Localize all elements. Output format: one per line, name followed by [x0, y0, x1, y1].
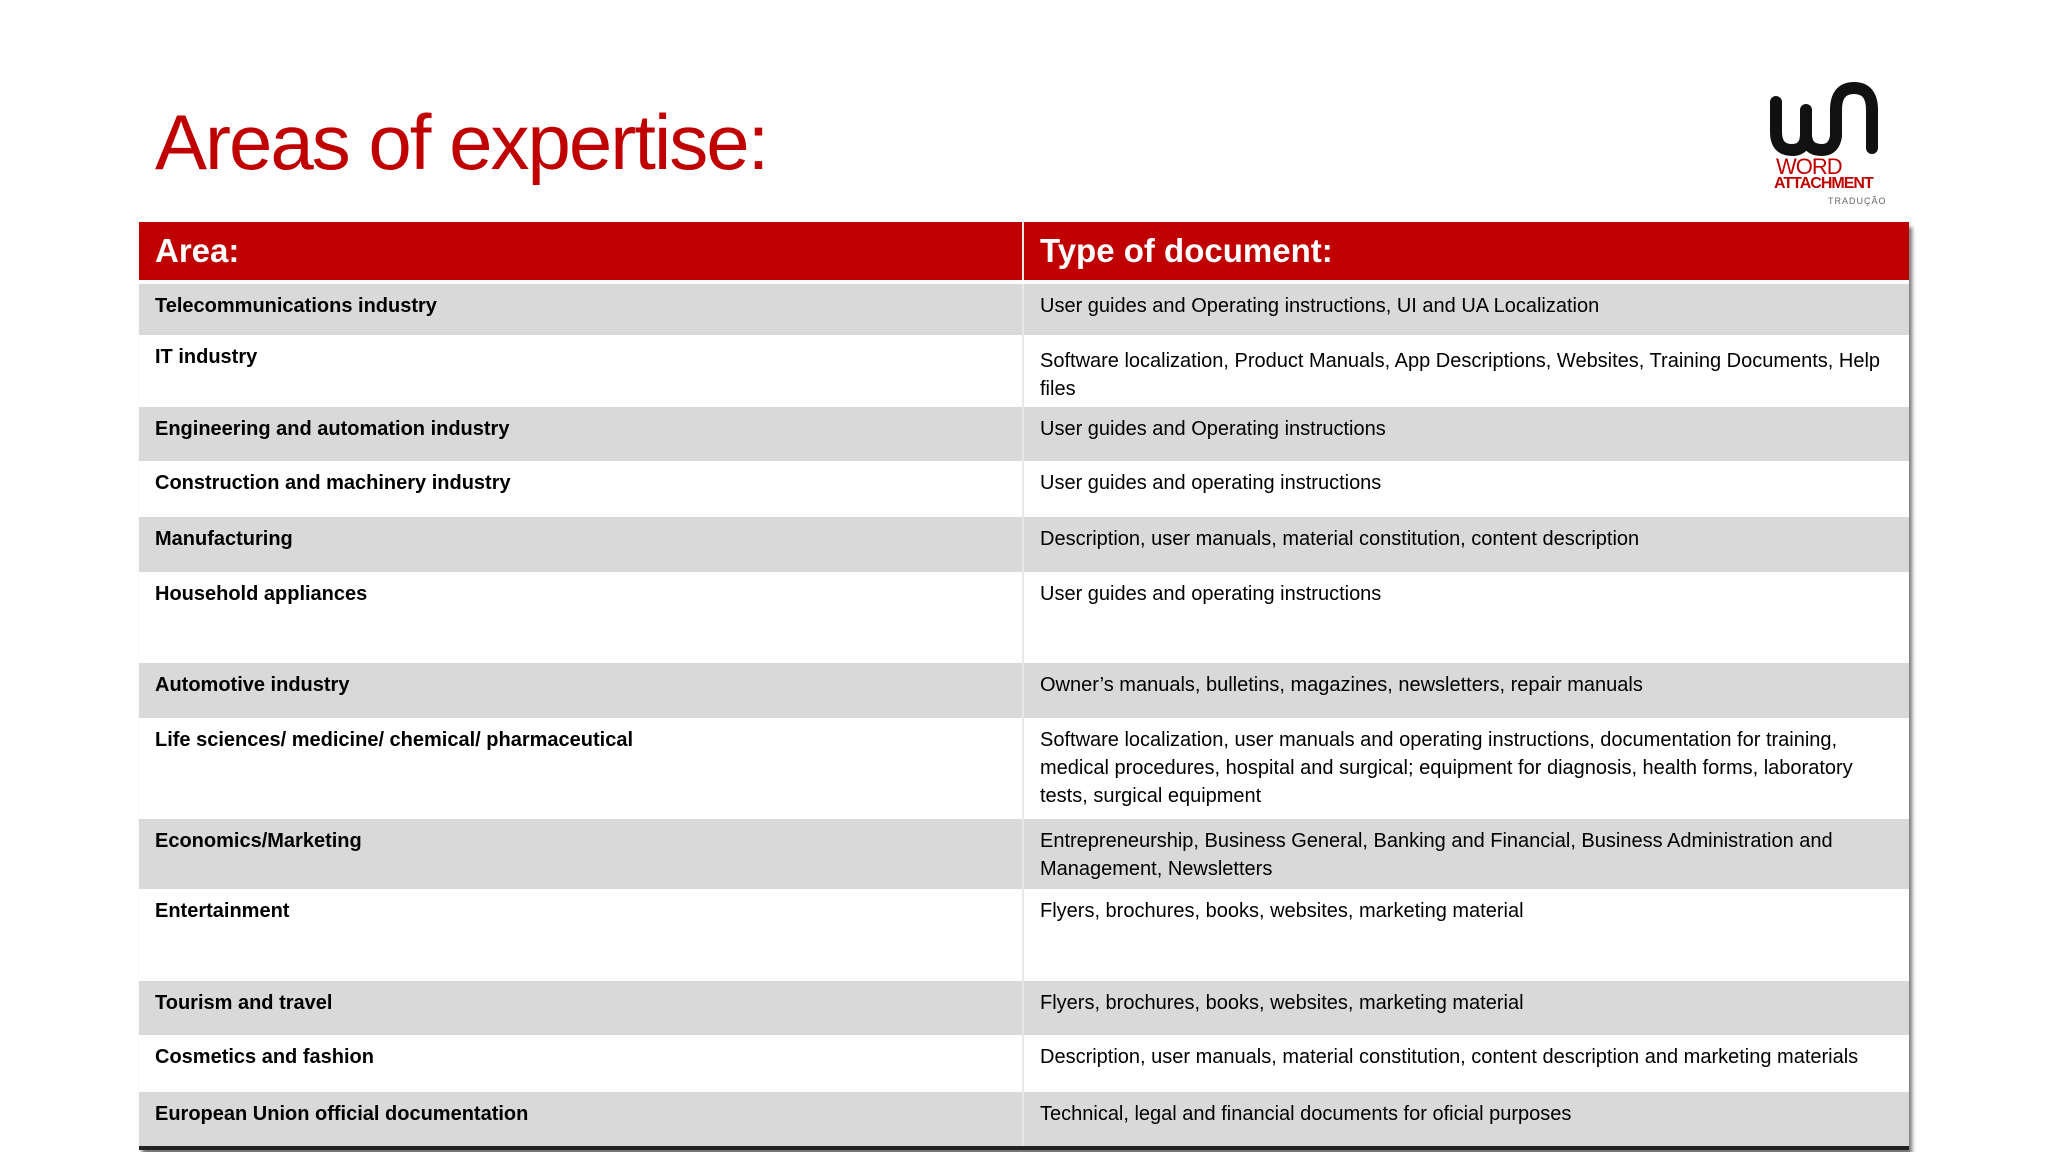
- logo-text-traducao: TRADUÇÃO: [1828, 196, 1887, 206]
- area-cell: Telecommunications industry: [139, 282, 1023, 335]
- document-type-cell: Software localization, user manuals and operating instructions, documentation for training, medical procedures, hospital and surgical; equipment for diagnosis, health forms, laboratory tests, surgical equipment: [1023, 718, 1909, 819]
- area-cell: European Union official documentation: [139, 1092, 1023, 1146]
- table-row: [139, 517, 1909, 572]
- area-cell: Automotive industry: [139, 663, 1023, 718]
- page-title: Areas of expertise:: [155, 98, 768, 186]
- table-row: [139, 819, 1909, 889]
- document-type-cell: Description, user manuals, material constitution, content description: [1023, 517, 1909, 572]
- document-type-cell: Software localization, Product Manuals, App Descriptions, Websites, Training Documents, Help files: [1023, 335, 1909, 407]
- table-row: [139, 461, 1909, 517]
- area-cell: Construction and machinery industry: [139, 461, 1023, 517]
- area-cell: Cosmetics and fashion: [139, 1035, 1023, 1092]
- document-type-cell: Description, user manuals, material constitution, content description and marketing materials: [1023, 1035, 1909, 1092]
- logo-text-word: WORD: [1776, 154, 1842, 179]
- document-type-cell: User guides and operating instructions: [1023, 461, 1909, 517]
- table-row: [139, 1092, 1909, 1146]
- area-cell: Life sciences/ medicine/ chemical/ pharmaceutical: [139, 718, 1023, 819]
- document-type-cell: Flyers, brochures, books, websites, marketing material: [1023, 981, 1909, 1035]
- table-row: [139, 282, 1909, 335]
- document-type-cell: Owner’s manuals, bulletins, magazines, newsletters, repair manuals: [1023, 663, 1909, 718]
- company-logo: [1770, 80, 1887, 210]
- table-row: [139, 335, 1909, 407]
- document-type-cell: Entrepreneurship, Business General, Banking and Financial, Business Administration and Management, Newsletters: [1023, 819, 1909, 889]
- table-row: [139, 981, 1909, 1035]
- document-type-cell: User guides and Operating instructions: [1023, 407, 1909, 461]
- area-cell: Economics/Marketing: [139, 819, 1023, 889]
- table-row: [139, 889, 1909, 981]
- table-row: [139, 718, 1909, 819]
- table-row: [139, 1035, 1909, 1092]
- area-cell: Manufacturing: [139, 517, 1023, 572]
- area-cell: Engineering and automation industry: [139, 407, 1023, 461]
- document-type-cell: Flyers, brochures, books, websites, marketing material: [1023, 889, 1909, 981]
- table-row: [139, 572, 1909, 663]
- area-cell: IT industry: [139, 335, 1023, 407]
- table-row: [139, 663, 1909, 718]
- table-header-row: [139, 222, 1909, 282]
- document-type-cell: User guides and Operating instructions, UI and UA Localization: [1023, 282, 1909, 335]
- logo-mark-icon: [1770, 80, 1880, 160]
- document-type-cell: User guides and operating instructions: [1023, 572, 1909, 663]
- header-type-of-document: Type of document:: [1023, 222, 1909, 282]
- header-area: Area:: [139, 222, 1023, 282]
- document-type-cell: Technical, legal and financial documents for oficial purposes: [1023, 1092, 1909, 1146]
- table-row: [139, 407, 1909, 461]
- expertise-table: [139, 222, 1909, 1150]
- area-cell: Entertainment: [139, 889, 1023, 981]
- logo-text-attachment: ATTACHMENT: [1774, 175, 1873, 192]
- area-cell: Household appliances: [139, 572, 1023, 663]
- area-cell: Tourism and travel: [139, 981, 1023, 1035]
